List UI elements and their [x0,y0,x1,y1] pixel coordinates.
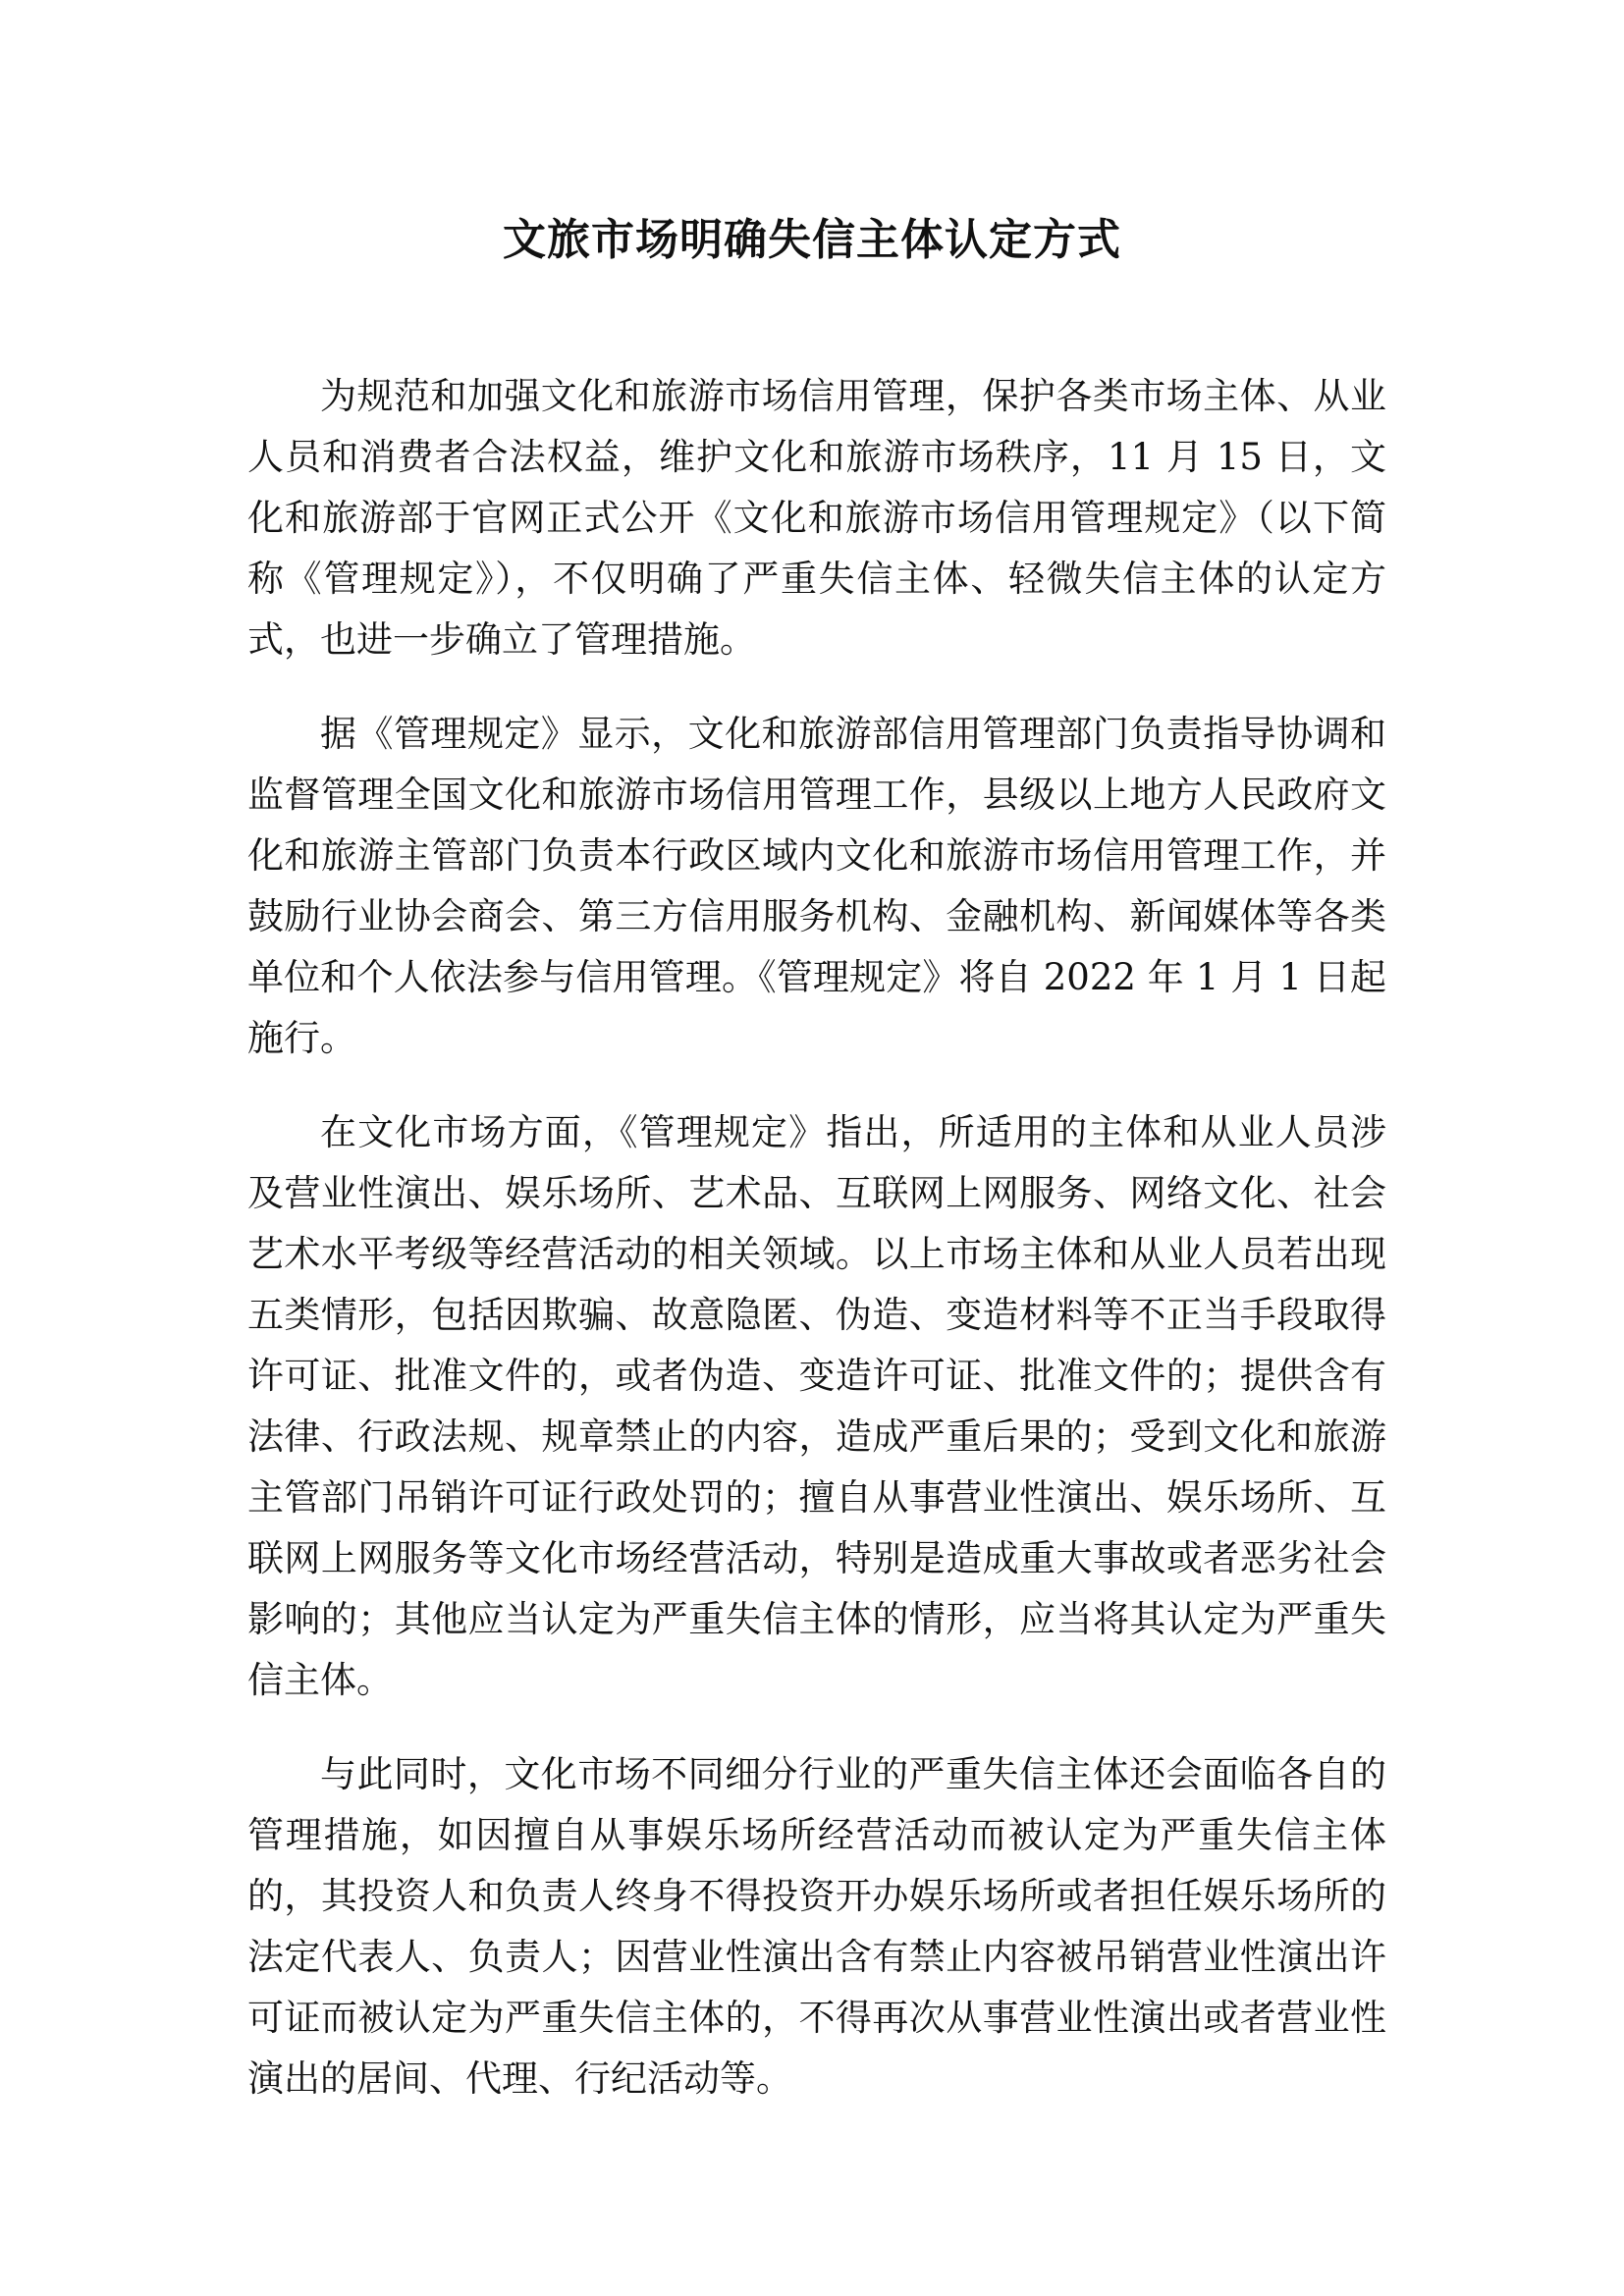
paragraph-4: 与此同时，文化市场不同细分行业的严重失信主体还会面临各自的管理措施，如因擅自从事娱乐场所经营活动而被认定为严重失信主体的，其投资人和负责人终身不得投资开办娱乐场所或者担任娱乐场所的法定代表人、负责人；因营业性演出含有禁止内容被吊销营业性演出许可证而被认定为严重失信主体的，不得再次从事营业性演出或者营业性演出的居间、代理、行纪活动等。 [247,1753,1386,2100]
paragraph-1: 为规范和加强文化和旅游市场信用管理，保护各类市场主体、从业人员和消费者合法权益，维护文化和旅游市场秩序，11 月 15 日，文化和旅游部于官网正式公开《文化和旅游市场信用管理规定》（以下简称《管理规定》），不仅明确了严重失信主体、轻微失信主体的认定方式，也进一步确立了管理措施。 [247,375,1386,661]
page-title: 文旅市场明确失信主体认定方式 [503,215,1121,265]
article-body [247,366,1386,2143]
paragraph-3: 在文化市场方面，《管理规定》指出，所适用的主体和从业人员涉及营业性演出、娱乐场所、艺术品、互联网上网服务、网络文化、社会艺术水平考级等经营活动的相关领域。以上市场主体和从业人员若出现五类情形，包括因欺骗、故意隐匿、伪造、变造材料等不正当手段取得许可证、批准文件的，或者伪造、变造许可证、批准文件的；提供含有法律、行政法规、规章禁止的内容，造成严重后果的；受到文化和旅游主管部门吊销许可证行政处罚的；擅自从事营业性演出、娱乐场所、互联网上网服务等文化市场经营活动，特别是造成重大事故或者恶劣社会影响的；其他应当认定为严重失信主体的情形，应当将其认定为严重失信主体。 [247,1111,1386,1701]
paragraph-2: 据《管理规定》显示，文化和旅游部信用管理部门负责指导协调和监督管理全国文化和旅游市场信用管理工作，县级以上地方人民政府文化和旅游主管部门负责本行政区域内文化和旅游市场信用管理工作，并鼓励行业协会商会、第三方信用服务机构、金融机构、新闻媒体等各类单位和个人依法参与信用管理。《管理规定》将自 2022 年 1 月 1 日起施行。 [247,713,1386,1059]
